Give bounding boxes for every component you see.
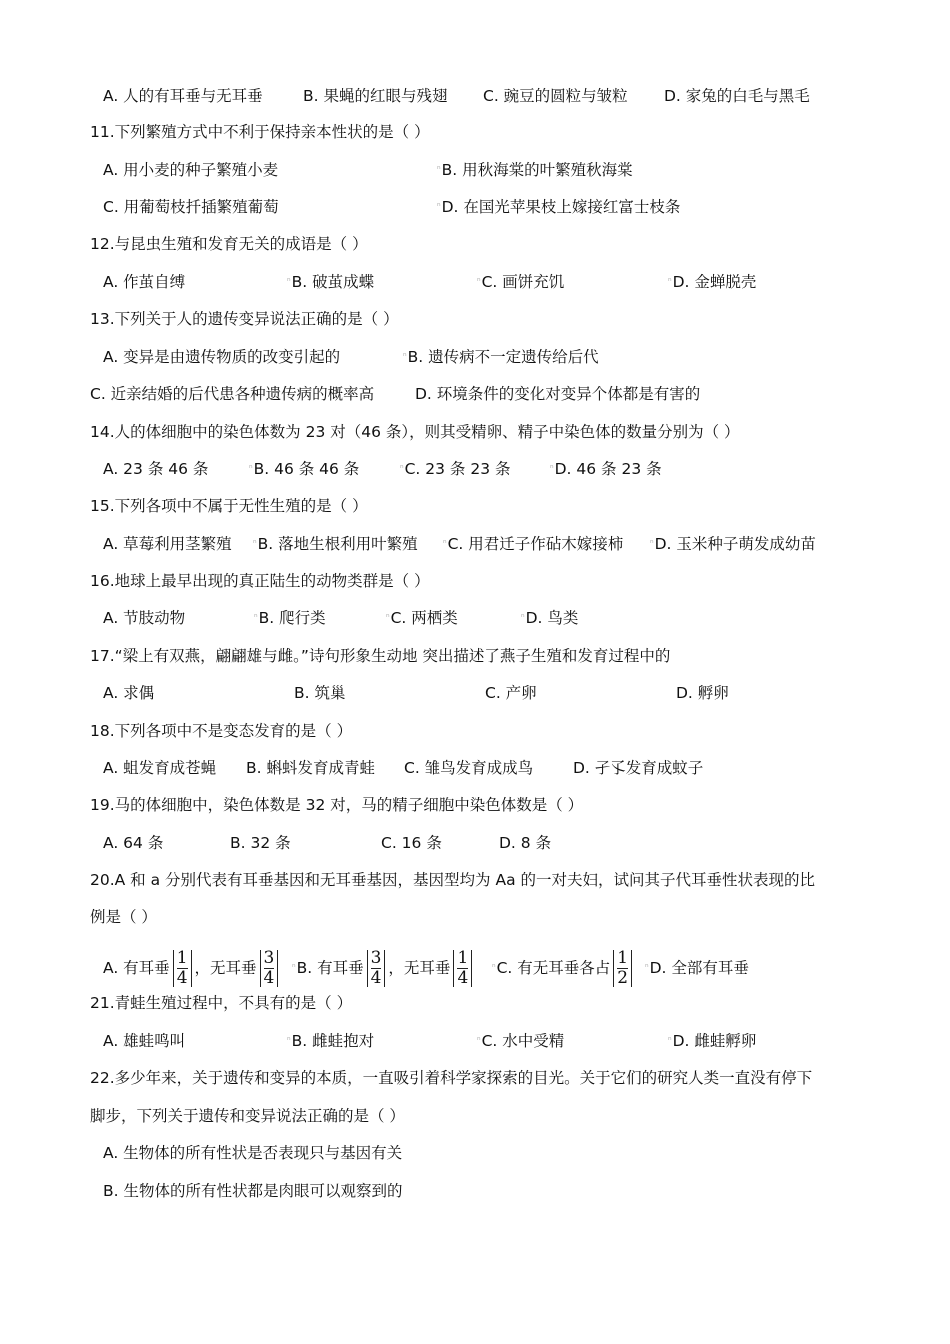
answer-option: [381, 831, 442, 855]
question-text: 12.与昆虫生殖和发育无关的成语是（ ）: [90, 235, 368, 253]
answer-option-text: B. 蝌蚪发育成青蛙: [246, 759, 375, 777]
answer-option-text: D. 雌蛙孵卵: [672, 1032, 757, 1050]
answer-option: [415, 382, 700, 406]
answer-option-text: C. 用葡萄枝扦插繁殖葡萄: [103, 198, 279, 216]
answer-option: [664, 84, 810, 108]
option-a-prefix: A. 有耳垂: [103, 959, 170, 977]
answer-option-text: C. 画饼充饥: [481, 273, 565, 291]
answer-option-text: C. 用君迁子作砧木嫁接柿: [447, 535, 624, 553]
artifact-mark: ⁿ: [437, 165, 441, 175]
answer-option-text: D. 孑孓发育成蚊子: [573, 759, 704, 777]
artifact-mark: ⁿ: [254, 613, 258, 623]
artifact-mark: ⁿ: [253, 539, 257, 549]
answer-option-text: C. 雏鸟发育成成鸟: [404, 759, 534, 777]
answer-option: [103, 756, 216, 780]
answer-option-text: B. 用秋海棠的叶繁殖秋海棠: [441, 161, 633, 179]
question-text: 17.“梁上有双燕，翩翩雄与雌。”诗句形象生动地 突出描述了燕子生殖和发育过程中的: [90, 647, 671, 665]
answer-option: [287, 270, 374, 294]
answer-option: [437, 195, 680, 219]
answer-option: [499, 831, 551, 855]
answer-option-text: D. 玉米种子萌发成幼苗: [654, 535, 816, 553]
question-text: 例是（ ）: [90, 908, 157, 926]
option-d-text: D. 全部有耳垂: [649, 959, 749, 977]
fraction-three-quarters: $\frac{3}{4}$: [367, 950, 386, 987]
answer-option-text: A. 变异是由遗传物质的改变引起的: [103, 348, 341, 366]
answer-option: [573, 756, 703, 780]
option-d: $^{^n}$D. 全部有耳垂: [645, 959, 749, 977]
answer-option-text: A. 人的有耳垂与无耳垂: [103, 87, 263, 105]
answer-option: [103, 270, 185, 294]
answer-option: [253, 532, 418, 556]
answer-option: [103, 1179, 403, 1203]
answer-option-text: D. 8 条: [499, 834, 552, 852]
answer-option-text: B. 遗传病不一定遗传给后代: [407, 348, 599, 366]
answer-option: [287, 1029, 374, 1053]
answer-option: [103, 158, 278, 182]
answer-option: [404, 756, 533, 780]
artifact-mark: ⁿ: [650, 539, 654, 549]
answer-option: [403, 345, 599, 369]
answer-option: [246, 756, 375, 780]
option-a-middle: ，无耳垂: [194, 959, 257, 977]
option-b-prefix: B. 有耳垂: [296, 959, 364, 977]
question-text: 22.多少年来，关于遗传和变异的本质，一直吸引着科学家探索的目光。关于它们的研究人类一直没有停下: [90, 1069, 813, 1087]
answer-option: [103, 681, 154, 705]
answer-option-text: D. 46 条 23 条: [554, 460, 662, 478]
answer-option: [254, 606, 326, 630]
artifact-mark: ⁿ: [477, 1036, 481, 1046]
option-b: $^{^n}$B. 有耳垂 $\frac{3}{4}$ ，无耳垂 $\frac{1}{4}$: [292, 945, 475, 991]
answer-option-text: D. 家兔的白毛与黑毛: [664, 87, 810, 105]
answer-option-text: C. 豌豆的圆粒与皱粒: [483, 87, 628, 105]
fraction-one-half: $\frac{1}{2}$: [613, 950, 632, 987]
answer-option-text: B. 筑巢: [294, 684, 346, 702]
answer-option: [103, 532, 232, 556]
answer-option-text: D. 金蝉脱壳: [672, 273, 757, 291]
question-text: 19.马的体细胞中，染色体数是 32 对，马的精子细胞中染色体数是（ ）: [90, 796, 584, 814]
option-a: [103, 945, 281, 991]
artifact-mark: ⁿ: [386, 613, 390, 623]
answer-option-text: B. 果蝇的红眼与残翅: [303, 87, 448, 105]
answer-option-text: A. 草莓利用茎繁殖: [103, 535, 232, 553]
answer-option-text: D. 环境条件的变化对变异个体都是有害的: [415, 385, 701, 403]
answer-option-text: B. 落地生根利用叶繁殖: [257, 535, 418, 553]
answer-option-text: D. 孵卵: [676, 684, 729, 702]
question-text: 14.人的体细胞中的染色体数为 23 对（46 条），则其受精卵、精子中染色体的数量分别为（ ）: [90, 423, 740, 441]
answer-option-text: B. 破茧成蝶: [291, 273, 375, 291]
answer-option-text: B. 生物体的所有性状都是肉眼可以观察到的: [103, 1182, 403, 1200]
answer-option-text: D. 鸟类: [525, 609, 579, 627]
artifact-mark: ⁿ: [668, 1036, 672, 1046]
question-text: 21.青蛙生殖过程中，不具有的是（ ）: [90, 994, 353, 1012]
answer-option: [483, 84, 628, 108]
answer-option: [668, 1029, 756, 1053]
answer-option-text: A. 23 条 46 条: [103, 460, 209, 478]
artifact-mark: ⁿ: [668, 277, 672, 287]
answer-option-text: B. 46 条 46 条: [253, 460, 360, 478]
artifact-mark: ⁿ: [287, 277, 291, 287]
answer-option-text: A. 节肢动物: [103, 609, 186, 627]
answer-option: [294, 681, 346, 705]
answer-option: [230, 831, 291, 855]
option-b-middle: ，无耳垂: [388, 959, 451, 977]
option-c-prefix: C. 有无耳垂各占: [496, 959, 611, 977]
answer-option: [477, 1029, 564, 1053]
answer-option-text: C. 两栖类: [390, 609, 458, 627]
answer-option-text: C. 16 条: [381, 834, 442, 852]
question-text: 11.下列繁殖方式中不利于保持亲本性状的是（ ）: [90, 123, 430, 141]
answer-option: [103, 457, 208, 481]
answer-option: [103, 831, 163, 855]
artifact-mark: ⁿ: [403, 352, 407, 362]
answer-option: [477, 270, 564, 294]
artifact-mark: ⁿ: [443, 539, 447, 549]
artifact-mark: ⁿ: [287, 1036, 291, 1046]
answer-option: [303, 84, 448, 108]
answer-option-text: A. 雄蛙鸣叫: [103, 1032, 186, 1050]
answer-option: [437, 158, 633, 182]
answer-option: [400, 457, 511, 481]
answer-option-text: B. 爬行类: [258, 609, 326, 627]
answer-option: [103, 606, 185, 630]
answer-option: [103, 1029, 185, 1053]
answer-option: [103, 345, 340, 369]
answer-option-text: A. 用小麦的种子繁殖小麦: [103, 161, 279, 179]
answer-option-text: C. 23 条 23 条: [404, 460, 511, 478]
answer-option-text: A. 64 条: [103, 834, 164, 852]
answer-option: [521, 606, 578, 630]
fraction-one-quarter: $\frac{1}{4}$: [453, 950, 472, 987]
question-text: 脚步，下列关于遗传和变异说法正确的是（ ）: [90, 1107, 405, 1125]
answer-option: [443, 532, 623, 556]
answer-option-text: D. 在国光苹果枝上嫁接红富士枝条: [441, 198, 681, 216]
answer-option-text: C. 近亲结婚的后代患各种遗传病的概率高: [90, 385, 375, 403]
answer-option-text: B. 雌蛙抱对: [291, 1032, 375, 1050]
answer-option: [668, 270, 756, 294]
question-text: 18.下列各项中不是变态发育的是（ ）: [90, 722, 353, 740]
question-text: 15.下列各项中不属于无性生殖的是（ ）: [90, 497, 368, 515]
question-text: 20.A 和 a 分别代表有耳垂基因和无耳垂基因，基因型均为 Aa 的一对夫妇，试问其子代耳垂性状表现的比: [90, 871, 815, 889]
artifact-mark: ⁿ: [550, 464, 554, 474]
answer-option-text: A. 求偶: [103, 684, 155, 702]
artifact-mark: ⁿ: [249, 464, 253, 474]
answer-option: [485, 681, 537, 705]
answer-option: [249, 457, 359, 481]
answer-option-text: A. 蛆发育成苍蝇: [103, 759, 217, 777]
answer-option: [386, 606, 458, 630]
fraction-one-quarter: $\frac{1}{4}$: [173, 950, 192, 987]
answer-option-text: A. 生物体的所有性状是否表现只与基因有关: [103, 1144, 403, 1162]
answer-option-text: A. 作茧自缚: [103, 273, 186, 291]
answer-option-text: B. 32 条: [230, 834, 291, 852]
artifact-mark: ⁿ: [477, 277, 481, 287]
question-text: 13.下列关于人的遗传变异说法正确的是（ ）: [90, 310, 399, 328]
answer-option: [103, 84, 263, 108]
artifact-mark: ⁿ: [521, 613, 525, 623]
option-c: $^{^n}$C. 有无耳垂各占 $\frac{1}{2}$: [492, 945, 635, 991]
question-text: 16.地球上最早出现的真正陆生的动物类群是（ ）: [90, 572, 430, 590]
answer-option: [103, 195, 279, 219]
fraction-three-quarters: $\frac{3}{4}$: [260, 950, 279, 987]
answer-option-text: C. 产卵: [485, 684, 537, 702]
answer-option: [650, 532, 816, 556]
artifact-mark: ⁿ: [437, 202, 441, 212]
answer-option: [90, 382, 374, 406]
answer-option: [676, 681, 729, 705]
answer-option: [550, 457, 662, 481]
answer-option-text: C. 水中受精: [481, 1032, 565, 1050]
artifact-mark: ⁿ: [400, 464, 404, 474]
answer-option: [103, 1141, 402, 1165]
